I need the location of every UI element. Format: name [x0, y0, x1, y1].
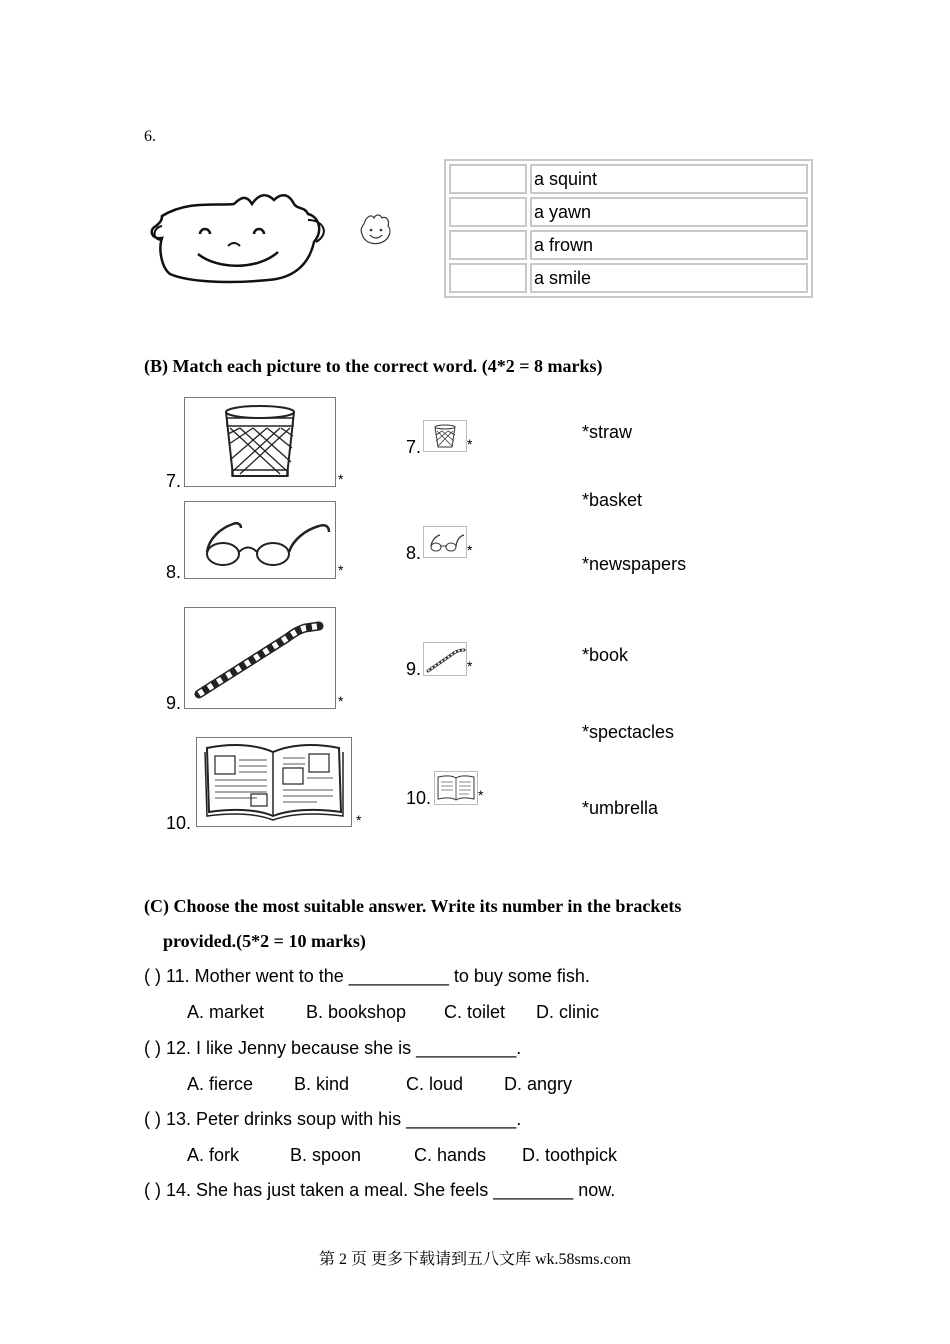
small-face-icon	[358, 212, 394, 246]
straw-picture-frame	[184, 607, 336, 709]
answer-option: A. market	[187, 1002, 265, 1022]
answer-cell[interactable]	[449, 230, 527, 260]
left-number-9: 9.	[166, 693, 182, 713]
book-icon	[197, 738, 351, 826]
answer-option: D. toothpick	[522, 1145, 618, 1165]
option-text: a squint	[530, 164, 808, 194]
word-option: *spectacles	[582, 722, 675, 742]
mid-number-9: 9.	[406, 659, 422, 679]
star-mark: *	[338, 693, 344, 709]
option-row	[449, 164, 808, 194]
face-drawing	[148, 190, 338, 285]
left-number-10: 10.	[166, 813, 192, 833]
spectacles-thumbnail	[423, 526, 467, 558]
answer-option: C. loud	[406, 1074, 464, 1094]
answer-option: C. toilet	[444, 1002, 506, 1022]
question-number-6: 6.	[144, 128, 156, 145]
answer-option: B. bookshop	[306, 1002, 407, 1022]
answer-cell[interactable]	[449, 164, 527, 194]
star-mark: *	[467, 658, 473, 674]
options-table	[444, 159, 813, 298]
basket-icon	[424, 421, 466, 451]
spectacles-icon	[185, 502, 335, 578]
word-option: *basket	[582, 490, 643, 510]
answer-option: A. fork	[187, 1145, 240, 1165]
star-mark: *	[356, 812, 362, 828]
answer-cell[interactable]	[449, 263, 527, 293]
left-number-7: 7.	[166, 471, 182, 491]
question-12: ( ) 12. I like Jenny because she is __________.	[144, 1038, 522, 1058]
answer-option: D. angry	[504, 1074, 573, 1094]
option-row	[449, 197, 808, 227]
straw-icon	[185, 608, 335, 708]
mid-number-10: 10.	[406, 788, 432, 808]
option-text: a yawn	[530, 197, 808, 227]
word-option: *newspapers	[582, 554, 687, 574]
book-thumbnail	[434, 771, 478, 805]
answer-option: C. hands	[414, 1145, 487, 1165]
section-c-heading-line2: provided.(5*2 = 10 marks)	[163, 931, 366, 951]
question-14: ( ) 14. She has just taken a meal. She feels ________ now.	[144, 1180, 616, 1200]
spectacles-icon	[424, 527, 466, 557]
word-option: *straw	[582, 422, 633, 442]
word-option: *book	[582, 645, 629, 665]
basket-picture-frame	[184, 397, 336, 487]
star-mark: *	[467, 542, 473, 558]
option-row	[449, 263, 808, 293]
answer-option: B. spoon	[290, 1145, 362, 1165]
option-text: a frown	[530, 230, 808, 260]
answer-option: B. kind	[294, 1074, 350, 1094]
mid-number-7: 7.	[406, 437, 422, 457]
mid-number-8: 8.	[406, 543, 422, 563]
left-number-8: 8.	[166, 562, 182, 582]
option-text: a smile	[530, 263, 808, 293]
star-mark: *	[338, 562, 344, 578]
question-13: ( ) 13. Peter drinks soup with his ___________.	[144, 1109, 522, 1129]
section-b-heading: (B) Match each picture to the correct word. (4*2 = 8 marks)	[144, 356, 603, 376]
book-icon	[435, 772, 477, 804]
page-footer: 第 2 页 更多下载请到五八文库 wk.58sms.com	[318, 1251, 631, 1268]
option-row	[449, 230, 808, 260]
question-11: ( ) 11. Mother went to the __________ to buy some fish.	[144, 966, 590, 986]
section-c-heading: (C) Choose the most suitable answer. Write its number in the brackets	[144, 896, 682, 916]
answer-option: D. clinic	[536, 1002, 600, 1022]
answer-cell[interactable]	[449, 197, 527, 227]
star-mark: *	[478, 787, 484, 803]
star-mark: *	[467, 436, 473, 452]
word-option: *umbrella	[582, 798, 659, 818]
straw-icon	[424, 643, 466, 675]
straw-thumbnail	[423, 642, 467, 676]
book-picture-frame	[196, 737, 352, 827]
basket-thumbnail	[423, 420, 467, 452]
star-mark: *	[338, 471, 344, 487]
basket-icon	[185, 398, 335, 486]
answer-option: A. fierce	[187, 1074, 254, 1094]
spectacles-picture-frame	[184, 501, 336, 579]
